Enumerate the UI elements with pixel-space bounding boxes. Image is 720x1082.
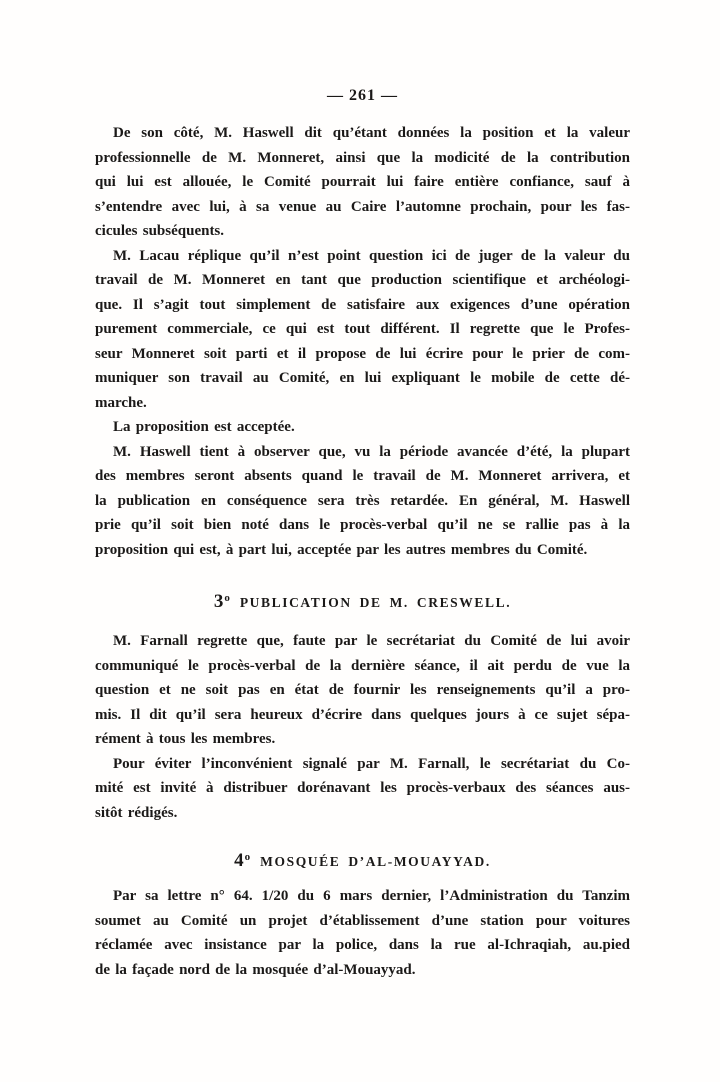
paragraph [95, 121, 630, 244]
paragraph [95, 415, 630, 440]
text-line: M. Farnall regrette que, faute par le secrétariat du Comité de lui avoir [113, 633, 630, 649]
text-line: professionnelle de M. Monneret, ainsi que la modicité de la contribution [95, 149, 630, 166]
text-line: la publication en conséquence sera très retardée. En général, M. Haswell [95, 492, 630, 509]
text-line: De son côté, M. Haswell dit qu’étant données la position et la valeur [113, 125, 630, 141]
text-line: soumet au Comité un projet d’établissement d’une station pour voitures [95, 912, 630, 929]
text-line: prie qu’il soit bien noté dans le procès-verbal qu’il ne se rallie pas à la [95, 517, 630, 533]
text-line: Pour éviter l’inconvénient signalé par M. Farnall, le secrétariat du Co- [113, 755, 630, 772]
ordinal-mark: o [224, 592, 230, 604]
section-number: 3 [213, 591, 224, 612]
text-line: que. Il s’agit tout simplement de satisfaire aux exigences d’une opération [95, 296, 630, 313]
text-line: travail de M. Monneret en tant que production scientifique et archéologi- [95, 272, 630, 288]
text-line: purement commerciale, ce qui est tout différent. Il regrette que le Profes- [95, 321, 630, 337]
text-line: proposition qui est, à part lui, acceptée par les autres membres du Comité. [95, 541, 588, 558]
paragraph [95, 440, 630, 563]
section-title: MOSQUÉE D’AL-MOUAYYAD. [260, 854, 491, 869]
text-line: de la façade nord de la mosquée d’al-Mouayyad. [95, 961, 416, 978]
text-line: cicules subséquents. [95, 223, 225, 239]
text-line: Par sa lettre n° 64. 1/20 du 6 mars dernier, l’Administration du Tanzim [113, 888, 630, 904]
text-line: muniquer son travail au Comité, en lui expliquant le mobile de cette dé- [95, 370, 630, 386]
section-heading-3 [95, 585, 630, 616]
section-number: 4 [234, 850, 244, 871]
paragraph [95, 884, 630, 982]
section-title: PUBLICATION DE M. CRESWELL. [239, 595, 512, 610]
text-line: mité est invité à distribuer dorénavant les procès-verbaux des séances aus- [95, 780, 630, 796]
text-block [95, 0, 630, 982]
text-line: mis. Il dit qu’il sera heureux d’écrire dans quelques jours à ce sujet sépa- [95, 706, 630, 723]
text-line: des membres seront absents quand le travail de M. Monneret arrivera, et [95, 468, 630, 484]
text-line: réclamée avec insistance par la police, dans la rue al-Ichraqiah, au.pied [95, 937, 630, 953]
paragraph [95, 629, 630, 752]
text-line: M. Lacau réplique qu’il n’est point question ici de juger de la valeur du [113, 247, 630, 264]
text-line: sitôt rédigés. [95, 804, 178, 821]
text-line: rément à tous les membres. [95, 731, 276, 747]
text-line: s’entendre avec lui, à sa venue au Caire l’automne prochain, pour les fas- [95, 198, 630, 215]
paragraph [95, 752, 630, 826]
text-line: communiqué le procès-verbal de la dernière séance, il ait perdu de vue la [95, 657, 630, 674]
text-line: question et ne soit pas en état de fournir les renseignements qu’il a pro- [95, 682, 630, 698]
ordinal-mark: o [244, 851, 251, 863]
text-line: La proposition est acceptée. [113, 419, 295, 435]
text-line: seur Monneret soit parti et il propose de lui écrire pour le prier de com- [95, 345, 630, 362]
text-line: M. Haswell tient à observer que, vu la période avancée d’été, la plupart [113, 443, 630, 460]
text-line: qui lui est allouée, le Comité pourrait lui faire entière confiance, sauf à [95, 174, 630, 190]
paragraph [95, 244, 630, 416]
text-line: marche. [95, 394, 147, 411]
page-number: — 261 — [327, 87, 398, 104]
section-heading-4 [95, 844, 630, 875]
